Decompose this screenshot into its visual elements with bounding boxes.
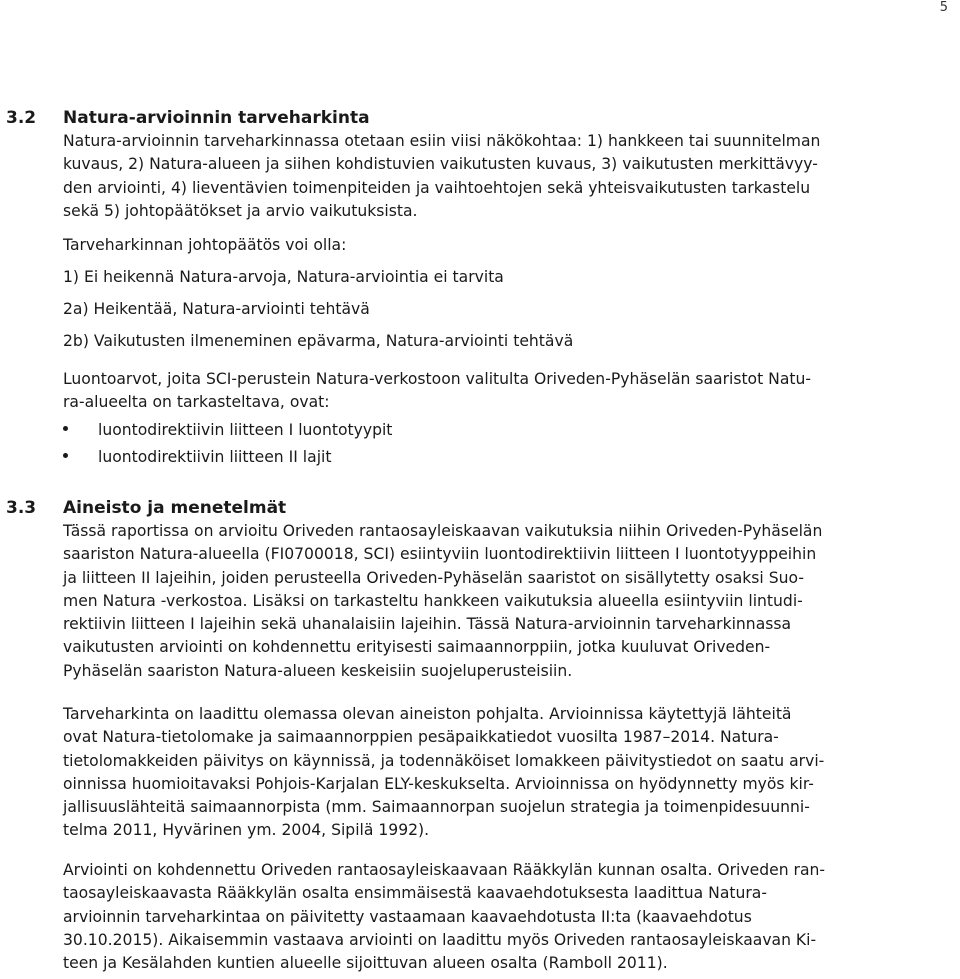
section-number: 3.2 — [6, 108, 37, 128]
bullet-item — [63, 419, 392, 441]
text-line: saariston Natura-alueella (FI0700018, SCI) esiintyviin luontodirektiivin liitteen I luontotyyppeihin — [63, 545, 817, 564]
conclusion-intro: Tarveharkinnan johtopäätös voi olla: — [63, 236, 347, 254]
section-heading-3-3 — [6, 496, 286, 520]
section-heading-3-2 — [6, 106, 370, 130]
page-number: 5 — [939, 0, 948, 15]
text-line: ja liitteen II lajeihin, joiden perusteella Oriveden-Pyhäselän saaristot on sisällytetty osaksi Suo- — [63, 568, 804, 587]
text-line: Luontoarvot, joita SCI-perustein Natura-verkostoon valitulta Oriveden-Pyhäselän saaristot Natu- — [63, 370, 812, 388]
text-line: taosayleiskaavasta Rääkkylän osalta ensimmäisestä kaavaehdotuksesta laadittua Natura- — [63, 884, 767, 903]
paragraph-3 — [63, 859, 825, 975]
text-line: rektiivin liitteen I lajeihin sekä uhanalaisiin lajeihin. Tässä Natura-arvioinnin tarveharkinnassa — [63, 615, 792, 634]
text-line: arvioinnin tarveharkintaa on päivitetty vastaamaan kaavaehdotusta II:ta (kaavaehdotus — [63, 907, 752, 926]
values-paragraph — [63, 368, 811, 415]
section-title: Natura-arvioinnin tarveharkinta — [63, 108, 370, 128]
text-line: oinnissa huomioitavaksi Pohjois-Karjalan ELY-keskukselta. Arvioinnissa on hyödynnetty myös kir- — [63, 774, 814, 793]
bullet-icon — [63, 453, 68, 458]
text-line: Tässä raportissa on arvioitu Oriveden rantaosayleiskaavan vaikutuksia niihin Oriveden-Pyhäselän — [63, 522, 823, 540]
text-line: telma 2011, Hyvärinen ym. 2004, Sipilä 1992). — [63, 821, 430, 840]
option-1: 1) Ei heikennä Natura-arvoja, Natura-arviointia ei tarvita — [63, 268, 504, 286]
text-line: teen ja Kesälahden kuntien alueelle sijoittuvan alueen osalta (Ramboll 2011). — [63, 954, 668, 973]
text-line: Arviointi on kohdennettu Oriveden rantaosayleiskaavaan Rääkkylän kunnan osalta. Oriveden ran- — [63, 861, 826, 879]
bullet-text: luontodirektiivin liitteen II lajit — [98, 448, 332, 466]
section-number: 3.3 — [6, 498, 37, 518]
bullet-text: luontodirektiivin liitteen I luontotyypit — [98, 421, 393, 439]
text-line: men Natura -verkostoa. Lisäksi on tarkasteltu hankkeen vaikutuksia alueella esiintyviin lintudi- — [63, 591, 803, 610]
paragraph-2 — [63, 703, 824, 843]
option-2b: 2b) Vaikutusten ilmeneminen epävarma, Natura-arviointi tehtävä — [63, 332, 574, 350]
text-line: 30.10.2015). Aikaisemmin vastaava arviointi on laadittu myös Oriveden rantaosayleiskaavan Ki- — [63, 930, 817, 949]
intro-paragraph — [63, 130, 820, 223]
text-line: jallisuuslähteitä saimaannorpista (mm. Saimaannorpan suojelun strategia ja toimenpidesuunni- — [63, 798, 810, 817]
text-line: Pyhäselän saariston Natura-alueen keskeisiin suojeluperusteisiin. — [63, 661, 573, 680]
section-title: Aineisto ja menetelmät — [63, 498, 287, 518]
text-line: Natura-arvioinnin tarveharkinnassa otetaan esiin viisi näkökohtaa: 1) hankkeen tai suunnitelman — [63, 132, 821, 150]
text-line: ovat Natura-tietolomake ja saimaannorppien pesäpaikkatiedot vuosilta 1987–2014. Natura- — [63, 728, 779, 747]
text-line: den arviointi, 4) lieventävien toimenpiteiden ja vaihtoehtojen sekä yhteisvaikutusten tarkastelu — [63, 178, 811, 197]
text-line: Tarveharkinta on laadittu olemassa olevan aineiston pohjalta. Arvioinnissa käytettyjä lähteitä — [63, 705, 792, 723]
text-line: kuvaus, 2) Natura-alueen ja siihen kohdistuvien vaikutusten kuvaus, 3) vaikutusten merkittävyy- — [63, 155, 818, 174]
bullet-item — [63, 446, 331, 468]
paragraph-1 — [63, 520, 822, 683]
option-2a: 2a) Heikentää, Natura-arviointi tehtävä — [63, 300, 370, 318]
text-line: tietolomakkeiden päivitys on käynnissä, ja todennäköiset lomakkeen päivitystiedot on saatu arvi- — [63, 751, 825, 770]
bullet-icon — [63, 426, 68, 431]
text-line: sekä 5) johtopäätökset ja arvio vaikutuksista. — [63, 201, 418, 220]
text-line: vaikutusten arviointi on kohdennettu erityisesti saimaannorppiin, jotka kuuluvat Oriveden- — [63, 638, 771, 657]
text-line: ra-alueelta on tarkasteltava, ovat: — [63, 393, 330, 412]
